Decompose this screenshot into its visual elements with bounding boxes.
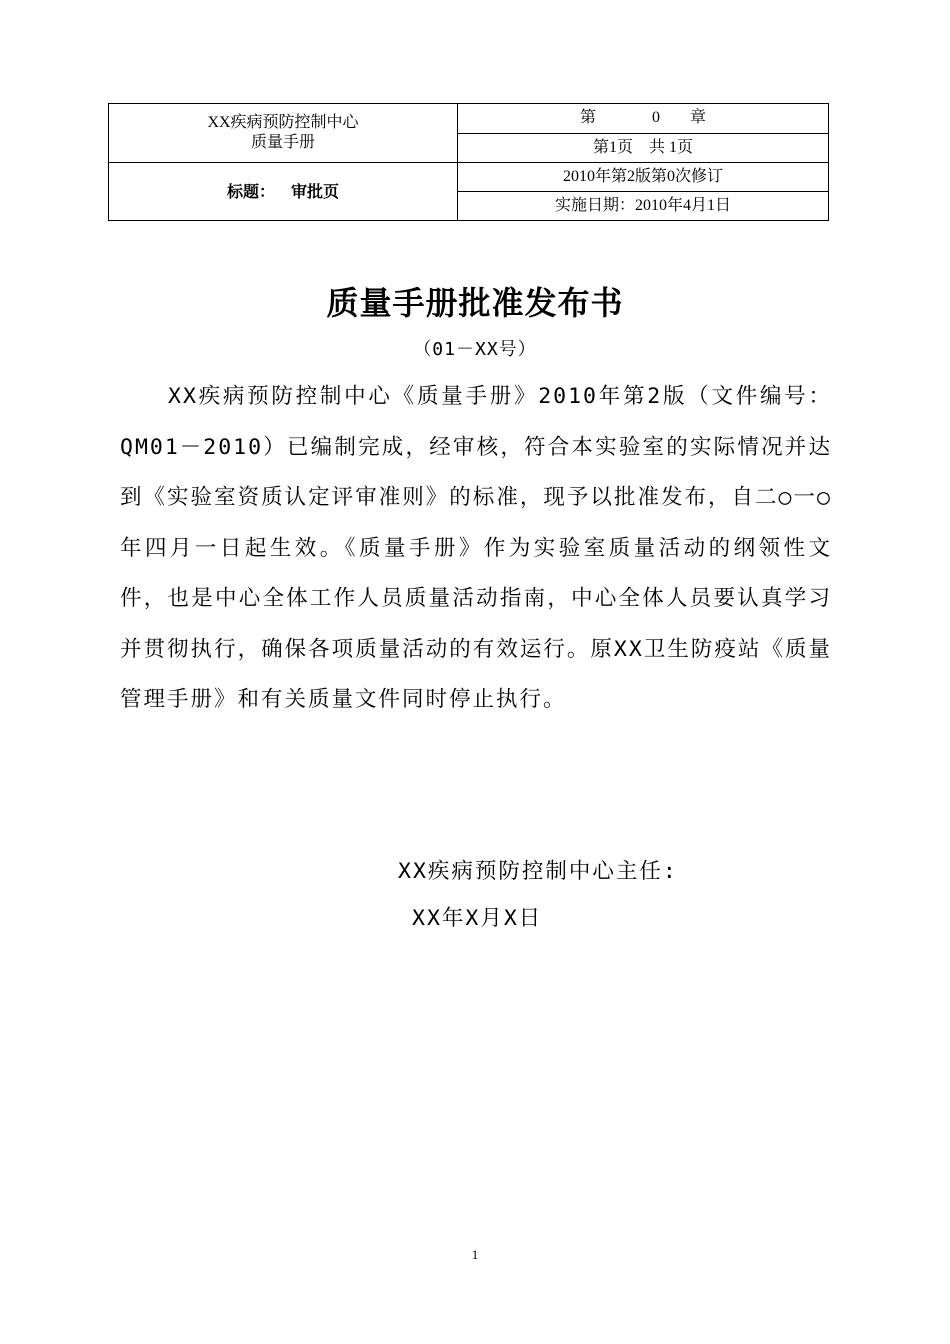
page-title: 质量手册批准发布书 bbox=[326, 284, 624, 322]
signature-date: XX年X月X日 bbox=[412, 906, 543, 931]
effective-date-cell: 实施日期：2010年4月1日 bbox=[458, 192, 829, 221]
manual-name: 质量手册 bbox=[250, 134, 315, 151]
organization-name: XX疾病预防控制中心 bbox=[207, 114, 359, 131]
chapter-suffix: 章 bbox=[690, 109, 707, 127]
chapter-cell bbox=[458, 104, 829, 134]
body-paragraph: XX疾病预防控制中心《质量手册》2010年第2版（文件编号：QM01－2010）已编制完成，经审核，符合本实验室的实际情况并达到《实验室资质认定评审准则》的标准，现予以批准发布，自二○一○年四月一日起生效。《质量手册》作为实验室质量活动的纲领性文件，也是中心全体工作人员质量活动指南，中心全体人员要认真学习并贯彻执行，确保各项质量活动的有效运行。原XX卫生防疫站《质量管理手册》和有关质量文件同时停止执行。 bbox=[120, 384, 832, 712]
signature-line: XX疾病预防控制中心主任: bbox=[398, 859, 678, 884]
chapter-number: 0 bbox=[652, 109, 660, 127]
title-value: 审批页 bbox=[291, 181, 340, 201]
chapter-prefix: 第 bbox=[579, 109, 596, 127]
page-number: 1 bbox=[471, 1247, 479, 1262]
edition-cell: 2010年第2版第0次修订 bbox=[458, 163, 829, 192]
header-table bbox=[108, 103, 829, 221]
title-label: 标题： bbox=[226, 181, 275, 201]
title-cell bbox=[109, 163, 458, 221]
page-count-cell: 第1页 共 1页 bbox=[458, 133, 829, 163]
organization-cell bbox=[109, 104, 458, 163]
document-number: （01－XX号） bbox=[413, 339, 537, 360]
signature-block bbox=[398, 852, 678, 939]
